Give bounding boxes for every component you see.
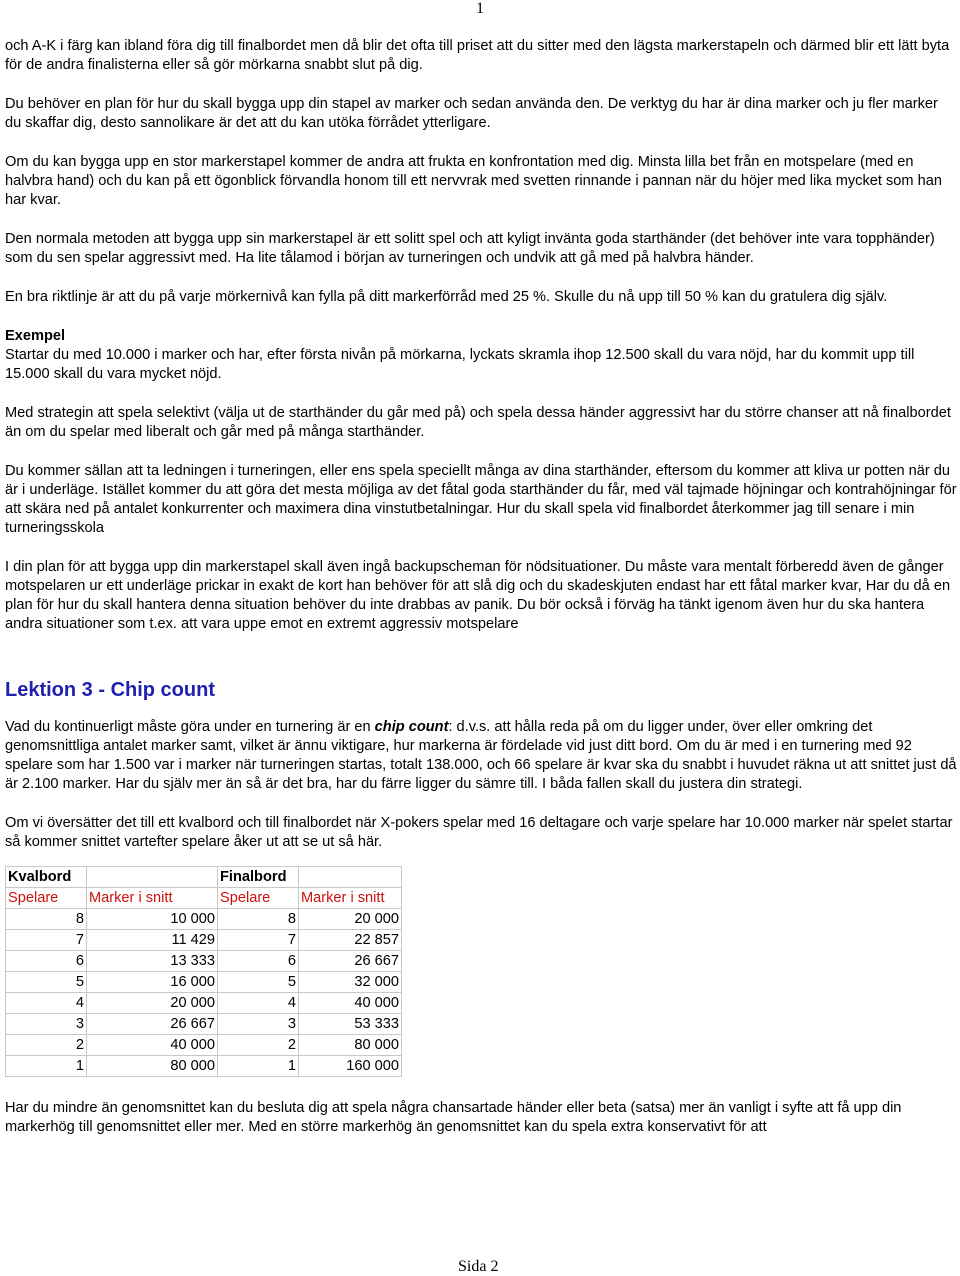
kvalbord-header: Kvalbord bbox=[6, 867, 87, 888]
table-row bbox=[6, 930, 402, 951]
table-cell-fp: 1 bbox=[218, 1056, 299, 1077]
table-cell-fp: 4 bbox=[218, 993, 299, 1014]
table-cell-fm: 32 000 bbox=[299, 972, 402, 993]
table-cell-km: 20 000 bbox=[87, 993, 218, 1014]
paragraph: Den normala metoden att bygga upp sin markerstapel är ett solitt spel och att kyligt invänta goda starthänder (det behöver inte vara topphänder) som du sen spelar aggressivt med. Ha lite tålamod i början av turneringen och undvik att gå med på halvbra händer. bbox=[5, 231, 935, 266]
chip-average-table bbox=[5, 866, 402, 1077]
example-title: Exempel bbox=[5, 328, 66, 344]
table-cell-fp: 8 bbox=[218, 909, 299, 930]
table-cell-fp: 5 bbox=[218, 972, 299, 993]
final-avg-header: Marker i snitt bbox=[299, 888, 402, 909]
table-cell-kp: 3 bbox=[6, 1014, 87, 1035]
table-row bbox=[6, 951, 402, 972]
table-cell-fm: 22 857 bbox=[299, 930, 402, 951]
table-cell-km: 16 000 bbox=[87, 972, 218, 993]
document-body bbox=[5, 37, 957, 1157]
table-cell-fm: 53 333 bbox=[299, 1014, 402, 1035]
lesson-intro bbox=[5, 718, 957, 794]
table-cell-fm: 160 000 bbox=[299, 1056, 402, 1077]
empty-cell bbox=[299, 867, 402, 888]
kval-avg-header: Marker i snitt bbox=[87, 888, 218, 909]
finalbord-header: Finalbord bbox=[218, 867, 299, 888]
table-cell-kp: 6 bbox=[6, 951, 87, 972]
final-players-header: Spelare bbox=[218, 888, 299, 909]
table-cell-km: 80 000 bbox=[87, 1056, 218, 1077]
table-cell-kp: 4 bbox=[6, 993, 87, 1014]
page-number: 1 bbox=[476, 0, 484, 17]
paragraph: och A-K i färg kan ibland föra dig till finalbordet men då blir det ofta till priset att du sitter med den lägsta markerstapeln och därmed blir ett lätt byta för de andra finalisterna eller så gör mörkarna snabbt slut på dig. bbox=[5, 38, 950, 73]
paragraph: Du behöver en plan för hur du skall bygga upp din stapel av marker och sedan använda den. De verktyg du har är dina marker och ju fler marker du skaffar dig, desto sannolikare är det att du kan utöka förrådet ytterligare. bbox=[5, 96, 938, 131]
table-cell-kp: 1 bbox=[6, 1056, 87, 1077]
table-column-header-row bbox=[6, 888, 402, 909]
table-cell-kp: 8 bbox=[6, 909, 87, 930]
paragraph: En bra riktlinje är att du på varje mörkernivå kan fylla på ditt markerförråd med 25 %. Skulle du nå upp till 50 % kan du gratulera dig själv. bbox=[5, 289, 888, 305]
table-row bbox=[6, 1056, 402, 1077]
page-footer: Sida 2 bbox=[458, 1258, 499, 1275]
table-cell-km: 13 333 bbox=[87, 951, 218, 972]
table-cell-fp: 3 bbox=[218, 1014, 299, 1035]
table-cell-fm: 26 667 bbox=[299, 951, 402, 972]
table-cell-fp: 7 bbox=[218, 930, 299, 951]
paragraph: Om du kan bygga upp en stor markerstapel kommer de andra att frukta en konfrontation med dig. Minsta lilla bet från en motspelare (med en halvbra hand) och du kan på ett ögonblick förvandla honom till ett nervvrak med svetten rinnande i pannan när du höjer med lika mycket som han har kvar. bbox=[5, 154, 942, 208]
table-header-row bbox=[6, 867, 402, 888]
table-cell-fp: 2 bbox=[218, 1035, 299, 1056]
kval-players-header: Spelare bbox=[6, 888, 87, 909]
table-cell-km: 10 000 bbox=[87, 909, 218, 930]
example-text: Startar du med 10.000 i marker och har, efter första nivån på mörkarna, lyckats skramla ihop 12.500 skall du vara nöjd, har du kommit upp till 15.000 skall du vara mycket nöjd. bbox=[5, 347, 915, 382]
paragraph: Har du mindre än genomsnittet kan du besluta dig att spela några chansartade händer eller beta (satsa) mer än vanligt i syfte att få upp din markerhög till genomsnittet eller mer. Med en större markerhög än genomsnittet kan du spela extra konservativt för att bbox=[5, 1100, 902, 1135]
table-cell-kp: 5 bbox=[6, 972, 87, 993]
table-cell-fm: 20 000 bbox=[299, 909, 402, 930]
table-cell-fm: 40 000 bbox=[299, 993, 402, 1014]
example-section bbox=[5, 327, 957, 384]
empty-cell bbox=[87, 867, 218, 888]
paragraph: I din plan för att bygga upp din markerstapel skall även ingå backupscheman för nödsituationer. Du måste vara mentalt förberedd även de gånger motspelaren ur ett underläge prickar in exakt de kort han behöver för att slå dig och du skadeskjuten endast har ett fåtal marker kvar, Har du då en plan för hur du skall hantera denna situation behöver du inte drabbas av panik. Du bör också i förväg ha tänkt igenom även hur du ska hantera andra situationer som t.ex. att vara uppe emot en extremt aggressiv motspelare bbox=[5, 559, 951, 632]
table-cell-kp: 2 bbox=[6, 1035, 87, 1056]
intro-text: Vad du kontinuerligt måste göra under en turnering är en bbox=[5, 719, 375, 735]
table-cell-km: 11 429 bbox=[87, 930, 218, 951]
table-cell-km: 40 000 bbox=[87, 1035, 218, 1056]
table-cell-km: 26 667 bbox=[87, 1014, 218, 1035]
paragraph: Om vi översätter det till ett kvalbord och till finalbordet när X-pokers spelar med 16 deltagare och varje spelare har 10.000 marker när spelet startar så kommer snittet vartefter spelare åker ut att se ut så här. bbox=[5, 815, 953, 850]
table-row bbox=[6, 1014, 402, 1035]
table-cell-fp: 6 bbox=[218, 951, 299, 972]
intro-text: : d.v.s. att hålla reda på om du ligger under, över eller omkring det genomsnittliga antalet marker samt, vilket är ännu viktigare, hur markerna är fördelade vid just ditt bord. Om du är med i en turnering med 92 spelare som har 1.500 var i marker när turneringen startas, totalt 138.000, och 66 spelare är kvar ska du snabbt i huvudet räkna ut att snittet just då är 2.100 marker. Har du själv mer än så är det bra, har du färre ligger du sämre till. I båda fallen skall du justera din strategi. bbox=[5, 719, 957, 792]
table-cell-kp: 7 bbox=[6, 930, 87, 951]
table-row bbox=[6, 1035, 402, 1056]
table-row bbox=[6, 993, 402, 1014]
paragraph: Du kommer sällan att ta ledningen i turneringen, eller ens spela speciellt många av dina starthänder, eftersom du kommer att kliva ur potten när du är i underläge. Istället kommer du att göra det mesta möjliga av det fåtal goda starthänder du får, med väl tajmade höjningar och kontrahöjningar för att skära ned på antalet konkurrenter och maximera dina vinstutbetalningar. Hur du skall spela vid finalbordet återkommer jag till senare i min turneringsskola bbox=[5, 463, 957, 536]
table-cell-fm: 80 000 bbox=[299, 1035, 402, 1056]
table-row bbox=[6, 972, 402, 993]
chip-count-term: chip count bbox=[374, 719, 449, 735]
table-row bbox=[6, 909, 402, 930]
paragraph: Med strategin att spela selektivt (välja ut de starthänder du går med på) och spela dessa händer aggressivt har du större chanser att nå finalbordet än om du spelar med liberalt och går med på många starthänder. bbox=[5, 405, 951, 440]
lesson-heading: Lektion 3 - Chip count bbox=[5, 679, 215, 701]
